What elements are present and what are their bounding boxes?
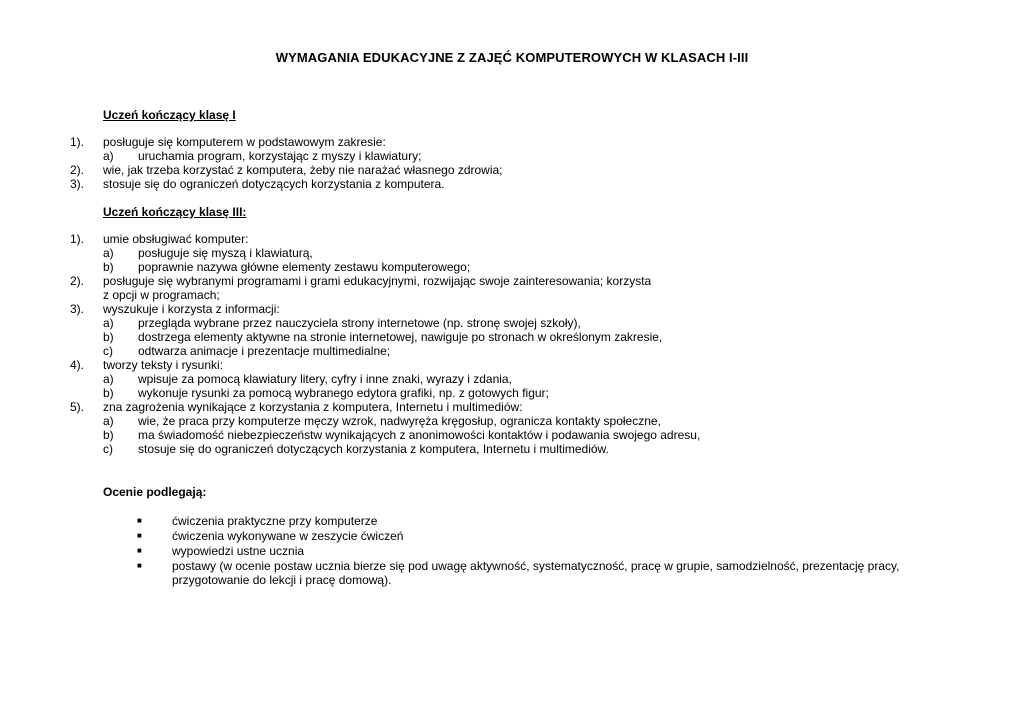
bullet-square-icon: ■ [137,546,142,555]
sub-item-text: uruchamia program, korzystając z myszy i klawiatury; [138,149,422,163]
item-text: posługuje się wybranymi programami i grami edukacyjnymi, rozwijając swoje zainteresowania; korzysta [103,274,652,288]
sub-item [0,260,1024,274]
bullet-square-icon: ■ [137,516,142,525]
sub-item-letter: b) [103,260,114,274]
sub-item [0,344,1024,358]
item-text: tworzy teksty i rysunki: [103,358,224,372]
list-item [0,400,1024,414]
list-item [0,163,1024,177]
sub-item-letter: b) [103,428,114,442]
item-number: 5). [70,400,85,414]
item-number: 1). [70,135,85,149]
item-text: wyszukuje i korzysta z informacji: [103,302,280,316]
sub-item [0,428,1024,442]
list-item [0,232,1024,246]
sub-item [0,316,1024,330]
item-text: posługuje się komputerem w podstawowym zakresie: [103,135,386,149]
list-item [0,177,1024,191]
list-item [0,302,1024,316]
sub-item-text: stosuje się do ograniczeń dotyczących korzystania z komputera, Internetu i multimediów. [138,442,609,456]
sub-item-letter: a) [103,246,114,260]
sub-item [0,442,1024,456]
item-text: stosuje się do ograniczeń dotyczących korzystania z komputera. [103,177,445,191]
sub-item-text: ma świadomość niebezpieczeństw wynikających z anonimowości kontaktów i podawania swojego adresu, [138,428,701,442]
bullet-item [0,529,1024,543]
bullet-item [0,559,1024,587]
sub-item [0,414,1024,428]
sub-item-text: dostrzega elementy aktywne na stronie internetowej, nawiguje po stronach w określonym zakresie, [138,330,663,344]
bullet-square-icon: ■ [137,561,142,570]
item-number: 1). [70,232,85,246]
sub-item-letter: a) [103,149,114,163]
item-number: 3). [70,177,85,191]
section-heading-assessment: Ocenie podlegają: [103,485,207,499]
bullet-text: postawy (w ocenie postaw ucznia bierze się pod uwagę aktywność, systematyczność, pracę w grupie, samodzielność, prezentację pracy, przygotowanie do lekcji i pracę domową). [172,559,900,587]
item-text: umie obsługiwać komputer: [103,232,249,246]
sub-item [0,149,1024,163]
sub-item-letter: b) [103,330,114,344]
sub-item-letter: a) [103,316,114,330]
sub-item-letter: b) [103,386,114,400]
item-text: zna zagrożenia wynikające z korzystania z komputera, Internetu i multimediów: [103,400,523,414]
item-number: 2). [70,274,85,288]
bullet-text: wypowiedzi ustne ucznia [172,544,305,558]
list-item [0,135,1024,149]
item-text: wie, jak trzeba korzystać z komputera, żeby nie narażać własnego zdrowia; [103,163,503,177]
sub-item-text: poprawnie nazywa główne elementy zestawu komputerowego; [138,260,471,274]
bullet-text: ćwiczenia praktyczne przy komputerze [172,514,378,528]
sub-item-text: przegląda wybrane przez nauczyciela strony internetowe (np. stronę swojej szkoły), [138,316,581,330]
sub-item-letter: a) [103,372,114,386]
bullet-text: ćwiczenia wykonywane w zeszycie ćwiczeń [172,529,404,543]
item-number: 4). [70,358,85,372]
sub-item-letter: a) [103,414,114,428]
sub-item [0,372,1024,386]
sub-item-letter: c) [103,344,113,358]
bullet-item [0,514,1024,528]
item-number: 2). [70,163,85,177]
sub-item [0,246,1024,260]
sub-item [0,330,1024,344]
bullet-item [0,544,1024,558]
requirements-list-class-1 [0,135,1024,191]
item-number: 3). [70,302,85,316]
item-text-continuation: z opcji w programach; [103,288,220,302]
sub-item-text: posługuje się myszą i klawiaturą, [138,246,313,260]
sub-item-text: wykonuje rysunki za pomocą wybranego edytora grafiki, np. z gotowych figur; [138,386,549,400]
sub-item-text: odtwarza animacje i prezentacje multimedialne; [138,344,391,358]
sub-item-text: wpisuje za pomocą klawiatury litery, cyfry i inne znaki, wyrazy i zdania, [138,372,512,386]
section-heading-class-3: Uczeń kończący klasę III: [103,205,247,219]
sub-item [0,386,1024,400]
document-title: WYMAGANIA EDUKACYJNE Z ZAJĘĆ KOMPUTEROWYCH W KLASACH I-III [275,50,749,65]
bullet-square-icon: ■ [137,531,142,540]
sub-item-letter: c) [103,442,113,456]
list-item [0,358,1024,372]
requirements-list-class-3 [0,232,1024,456]
sub-item-text: wie, że praca przy komputerze męczy wzrok, nadwyręża kręgosłup, ogranicza kontakty społeczne, [138,414,661,428]
list-item-continuation [0,288,1024,302]
list-item [0,274,1024,288]
assessment-bullet-list [0,514,1024,588]
section-heading-class-1: Uczeń kończący klasę I [103,108,236,122]
